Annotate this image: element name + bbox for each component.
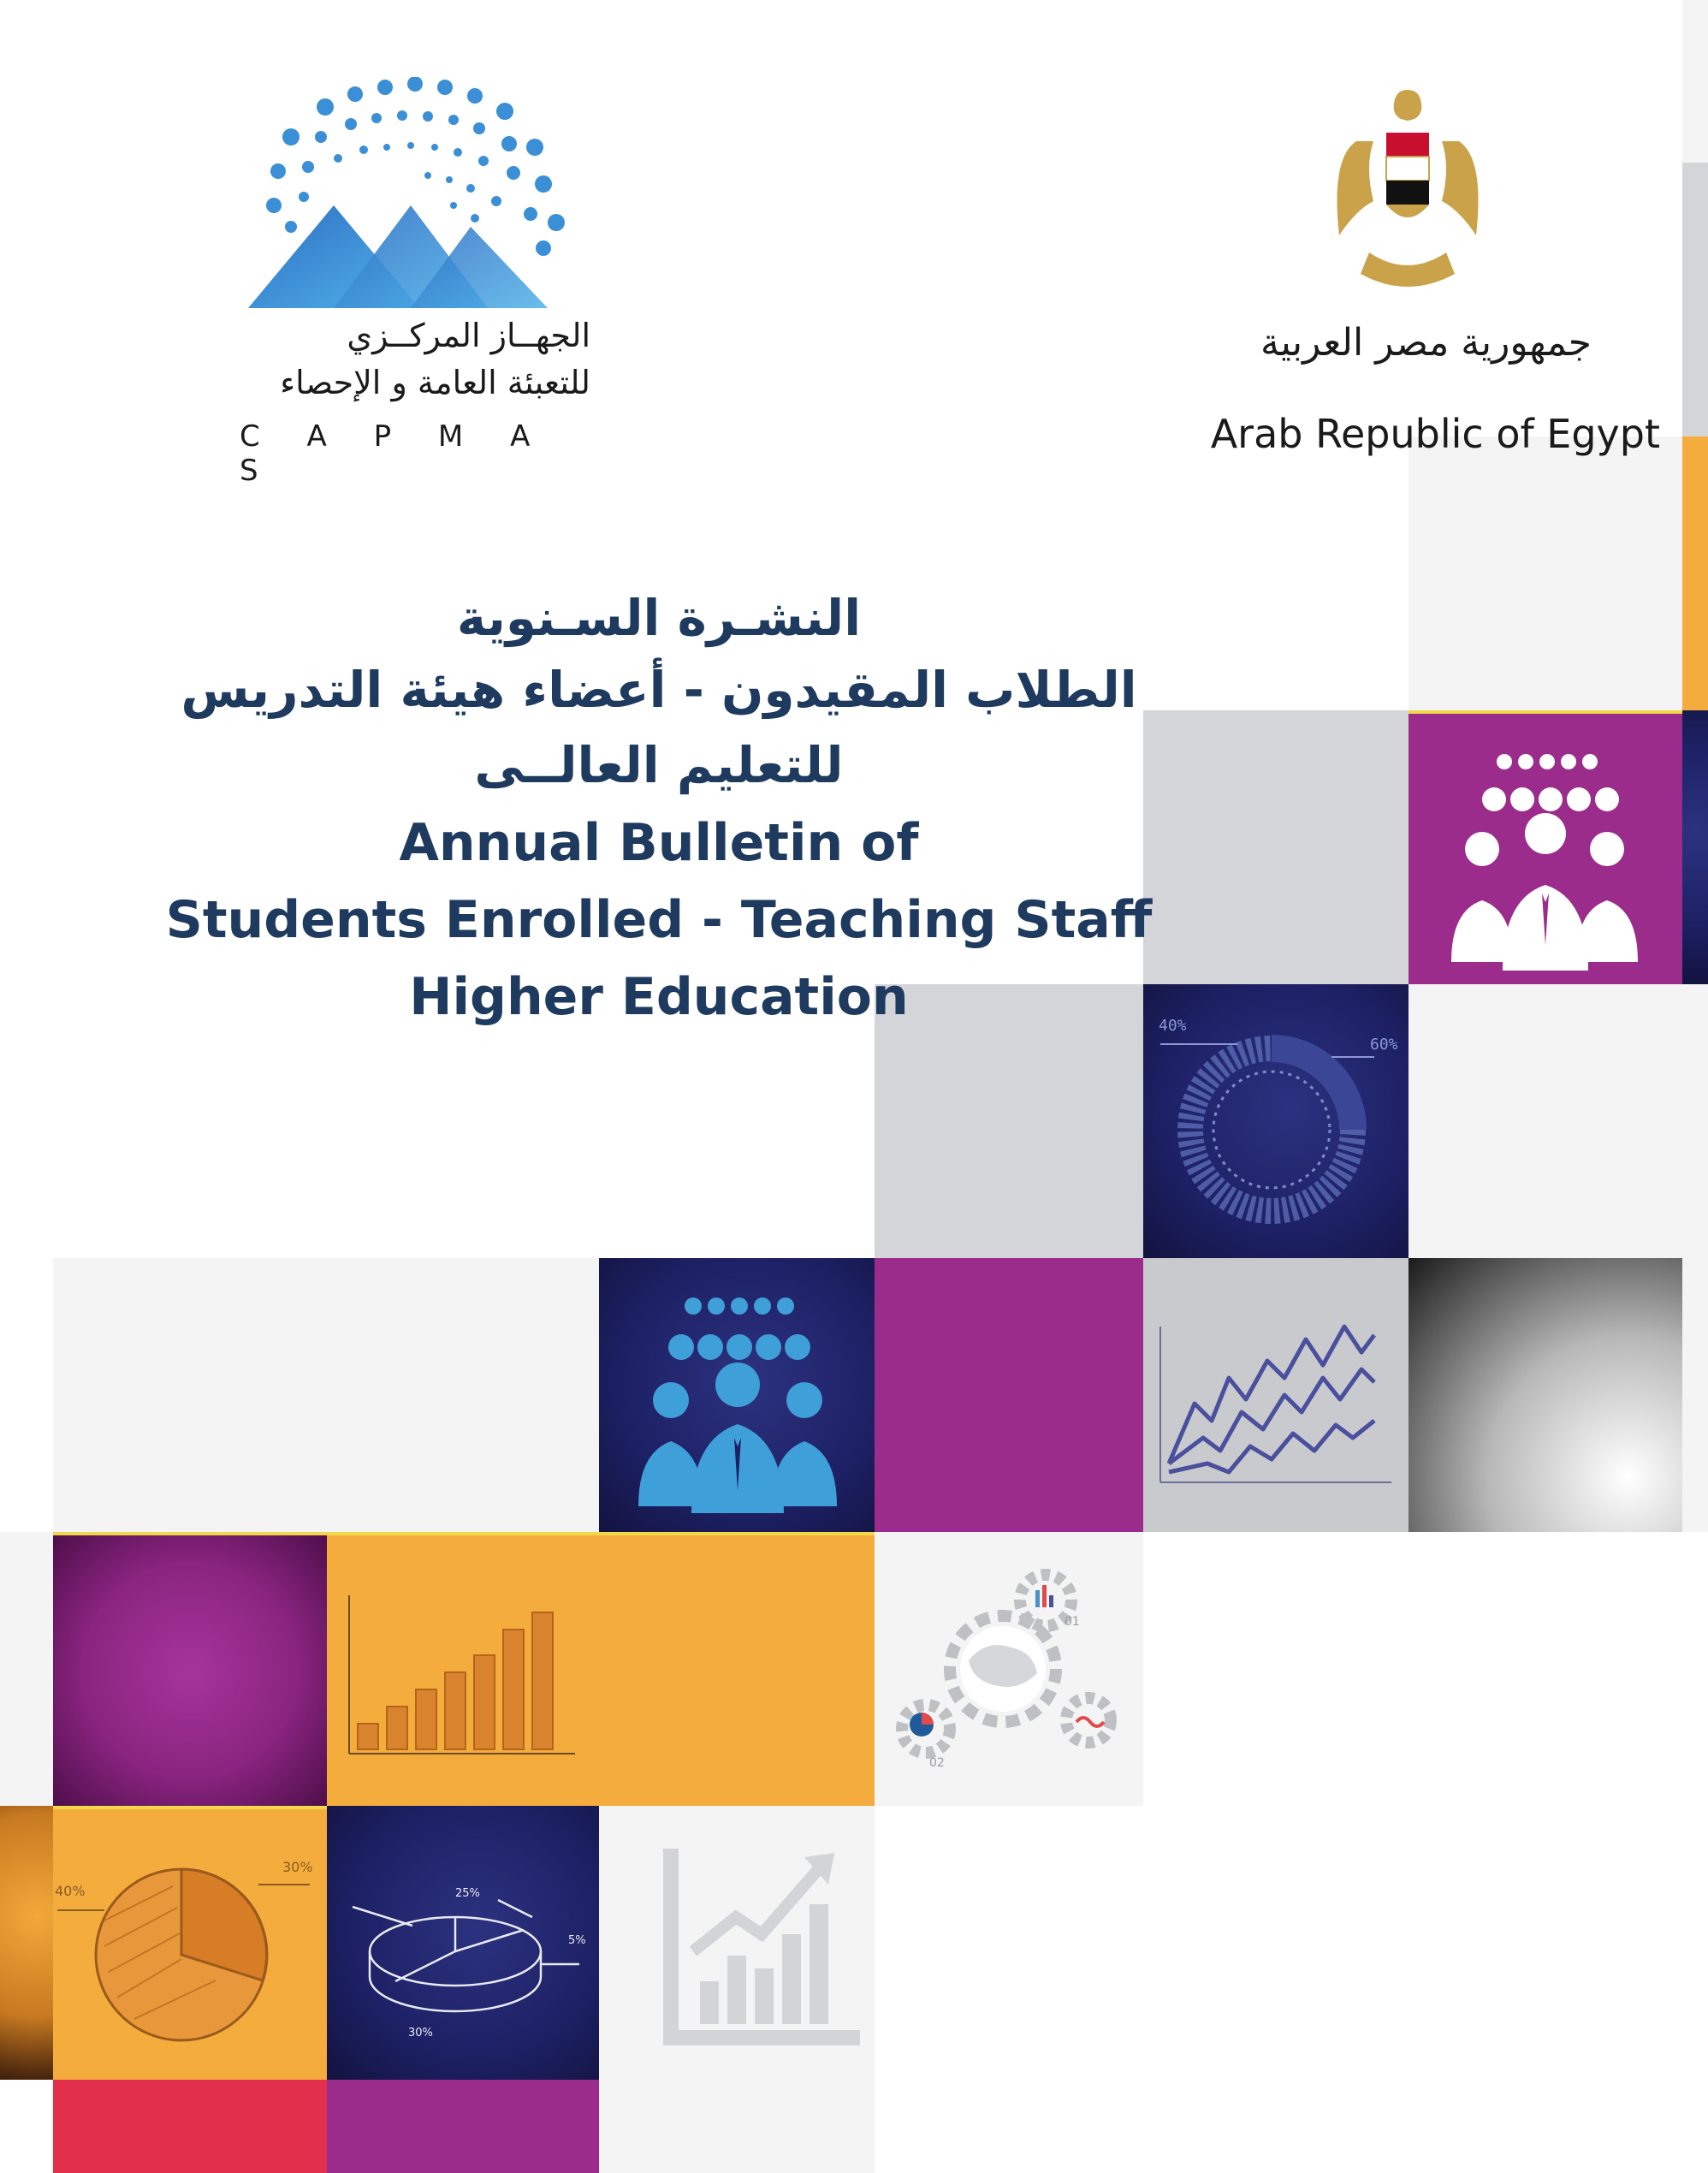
capmas-name-ar-1: الجهــاز المركــزي [347, 317, 590, 354]
gears-icon [875, 1532, 1143, 1806]
tile-g-white [599, 2080, 875, 2173]
tile-b-grey [1143, 710, 1409, 984]
tile-d-white-2 [327, 1258, 599, 1532]
tile-a-white [1409, 436, 1682, 710]
pie3d-label-bottom: 30% [408, 2027, 433, 2039]
tile-e-orange-bars [327, 1532, 599, 1806]
tile-g-purple [327, 2080, 599, 2173]
tile-c-white [1409, 984, 1682, 1258]
growth-chart-icon [599, 1806, 875, 2080]
tile-b-navy [1682, 710, 1708, 984]
tile-strip-bottom [1682, 1258, 1708, 1532]
title-en-line2: Students Enrolled - Teaching Staff [165, 890, 1153, 950]
ring-label-right: 60% [1370, 1036, 1398, 1054]
pie3d-label-top: 25% [455, 1887, 480, 1900]
title-en-line3: Higher Education [409, 967, 909, 1027]
tile-e-purple [53, 1532, 327, 1806]
egypt-name-en: Arab Republic of Egypt [1210, 411, 1660, 457]
capmas-dots-pyramids-icon [240, 77, 599, 317]
title-ar-line1: النشـرة السـنوية [456, 589, 862, 647]
tile-strip-top [1682, 0, 1708, 163]
pie3d-label-right: 5% [568, 1934, 586, 1947]
tile-f-navy-pie3d [327, 1806, 599, 2080]
capmas-name-en: C A P M A S [240, 419, 549, 488]
eagle-emblem-icon [1322, 81, 1493, 295]
capmas-logo [240, 77, 599, 488]
tile-c-navy-ring [1143, 984, 1409, 1258]
tile-e-orange [599, 1532, 875, 1806]
tile-d-purple [875, 1258, 1143, 1532]
pie-label-left: 40% [55, 1883, 86, 1899]
egypt-emblem-block [1164, 81, 1677, 475]
title-en-line1: Annual Bulletin of [399, 813, 919, 873]
bar-chart-icon [327, 1535, 599, 1806]
line-chart-icon [1143, 1258, 1409, 1532]
tile-g-red [53, 2080, 327, 2173]
gear-label-b: 02 [929, 1756, 945, 1770]
tile-d-white-1 [53, 1258, 327, 1532]
tile-d-gradient [1409, 1258, 1682, 1532]
gear-label-a: 01 [1065, 1615, 1080, 1629]
tile-strip-grey [1682, 163, 1708, 436]
tile-strip-orange [1682, 436, 1708, 710]
tile-f-orange-edge [0, 1806, 53, 2080]
tile-d-navy-people [599, 1258, 875, 1532]
tile-e-gears [875, 1532, 1143, 1806]
tile-f-growth [599, 1806, 875, 2080]
pie-label-right: 30% [282, 1859, 313, 1875]
cover-title [137, 582, 1181, 1036]
pie-3d-icon [327, 1806, 599, 2080]
tile-f-orange-pie [53, 1806, 327, 2080]
tile-strip-chart [1682, 984, 1708, 1258]
tile-d-grey-line [1143, 1258, 1409, 1532]
title-ar-line2: الطلاب المقيدون - أعضاء هيئة التدريس [181, 661, 1137, 719]
tile-b-purple-people [1409, 710, 1682, 984]
capmas-name-ar-2: للتعبئة العامة و الإحصاء [280, 364, 590, 401]
egypt-name-ar: جمهورية مصر العربية [1260, 321, 1592, 365]
tile-e-white-edge [0, 1532, 53, 1806]
ring-label-left: 40% [1159, 1017, 1187, 1035]
people-group-blue-icon [599, 1258, 875, 1532]
people-group-icon [1409, 714, 1682, 984]
title-ar-line3: للتعليم العالــى [474, 736, 844, 794]
pie-chart-icon [53, 1809, 327, 2080]
